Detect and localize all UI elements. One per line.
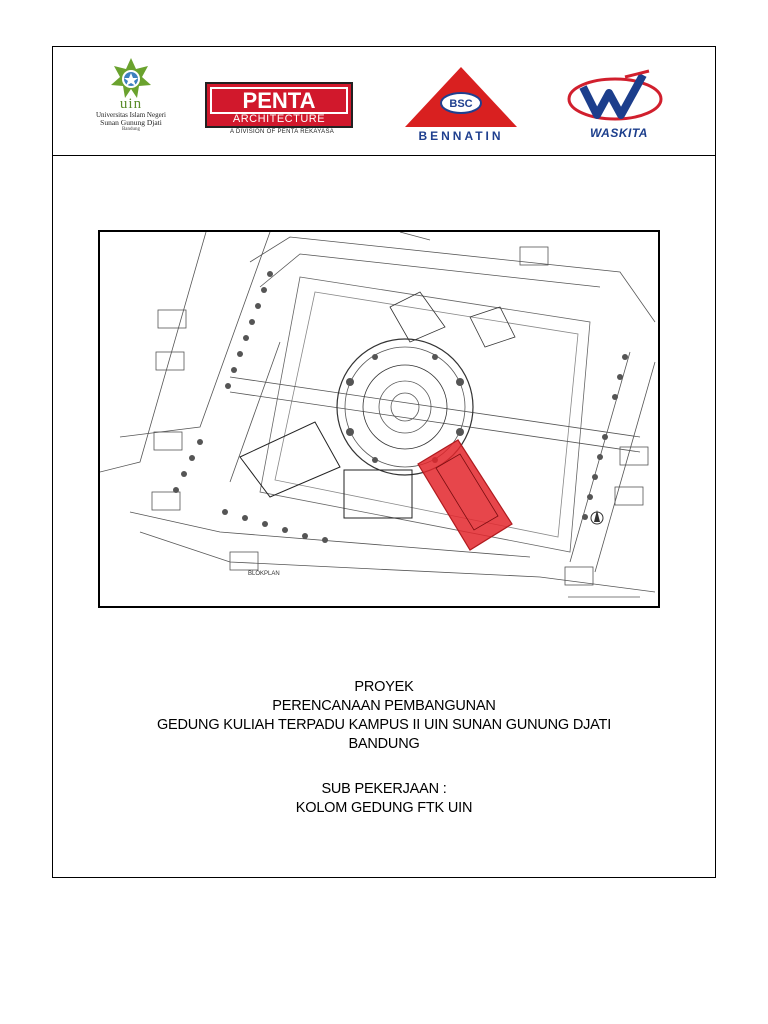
uin-line-2: Sunan Gunung Djati xyxy=(100,118,162,127)
penta-division: A DIVISION OF PENTA REKAYASA xyxy=(229,129,335,135)
title-line-1: PROYEK xyxy=(354,679,414,695)
uin-logo xyxy=(81,57,181,149)
blockplan-drawing xyxy=(100,232,658,606)
sub-work-title: KOLOM GEDUNG FTK UIN xyxy=(295,800,473,816)
bennatin-logo xyxy=(401,65,521,143)
highlighted-ftk-building xyxy=(418,440,512,550)
penta-name: PENTA xyxy=(210,87,348,114)
title-line-3: GEDUNG KULIAH TERPADU KAMPUS II UIN SUNAN GUNUNG DJATI xyxy=(156,717,612,733)
logo-header xyxy=(53,47,715,156)
uin-line-1: Universitas Islam Negeri xyxy=(96,111,166,119)
waskita-w-icon xyxy=(565,67,665,125)
title-spacer xyxy=(52,754,716,780)
site-plan-image xyxy=(98,230,660,608)
bsc-badge: BSC xyxy=(449,98,473,110)
penta-badge xyxy=(205,82,353,128)
north-arrow-icon xyxy=(594,510,600,522)
uin-wordmark: uin xyxy=(119,96,143,112)
penta-architecture: ARCHITECTURE xyxy=(232,113,326,125)
green-star-emblem-icon xyxy=(109,57,153,99)
penta-logo xyxy=(205,82,359,144)
sub-work-label: SUB PEKERJAAN : xyxy=(321,781,447,797)
uin-line-3: Bandung xyxy=(121,127,141,132)
bennatin-name: BENNATIN xyxy=(418,129,504,143)
blockplan-label: BLOKPLAN xyxy=(248,571,280,577)
waskita-name: WASKITA xyxy=(590,126,648,140)
project-title-block xyxy=(52,678,716,818)
red-triangle-icon xyxy=(401,65,521,129)
waskita-logo xyxy=(565,67,665,149)
title-line-2: PERENCANAAN PEMBANGUNAN xyxy=(272,698,496,714)
title-line-4: BANDUNG xyxy=(348,736,420,752)
